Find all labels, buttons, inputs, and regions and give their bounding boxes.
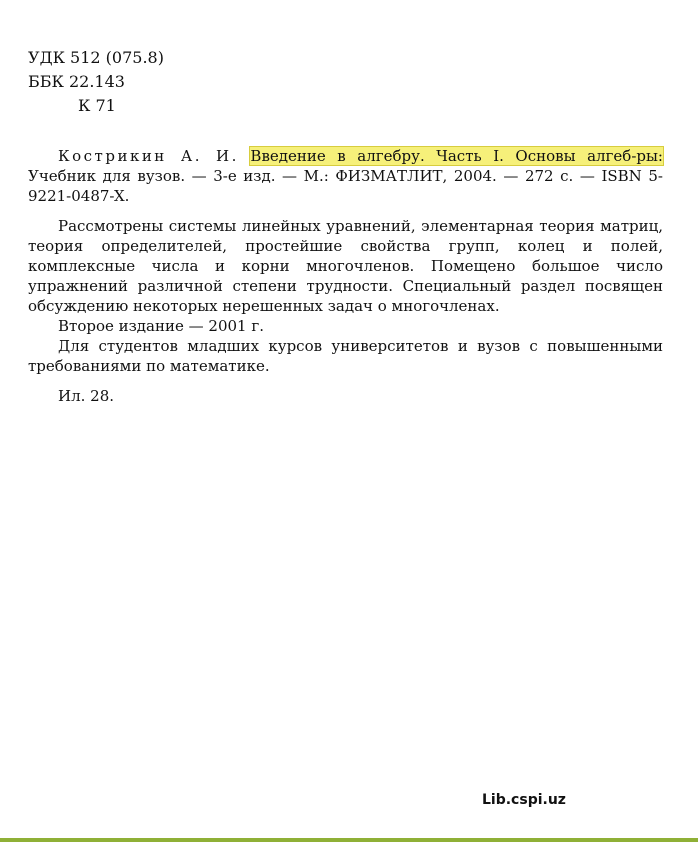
bbk-code: ББК 22.143 [28,72,125,91]
site-watermark: Lib.cspi.uz [482,792,566,808]
annotation-page [28,146,663,406]
citation-author: Кострикин А. И. [58,147,239,165]
illustrations-count: Ил. 28. [58,387,115,405]
annotation-text: Рассмотрены системы линейных уравнений, элементарная теория матриц, теория определителей, простейшие свойства групп, колец и полей, комплексные числа и корни многочленов. Помещено большое число упражнений различной степени трудности. Специальный раздел посвящен обсуждению некоторых нерешенных задач о многочленах. [28,217,663,315]
citation-title-highlighted[interactable]: Введение в алгебру. Часть I. Основы алгеб-ры: [250,147,663,165]
udk-code: УДК 512 (075.8) [28,48,164,67]
author-mark: К 71 [78,96,116,115]
citation-details: Учебник для вузов. — 3-е изд. — М.: ФИЗМАТЛИТ, 2004. — 272 с. — ISBN 5-9221-0487-X. [28,167,663,205]
citation [28,146,663,206]
classification-block [28,46,164,118]
audience-note: Для студентов младших курсов университетов и вузов с повышенными требованиями по математике. [28,337,663,375]
footer-divider [0,838,698,842]
edition-note: Второе издание — 2001 г. [58,317,264,335]
